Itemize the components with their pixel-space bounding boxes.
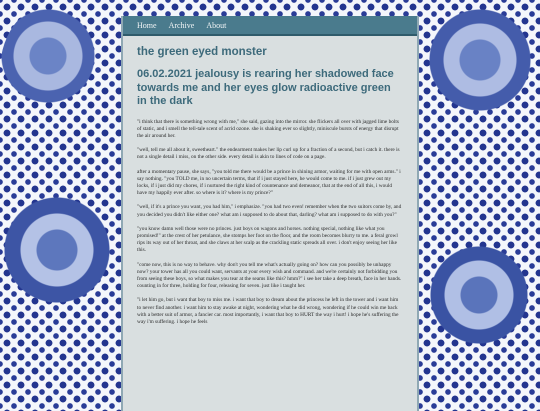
nav-home-link[interactable]: Home bbox=[137, 20, 157, 30]
post-paragraph: "you know damn well those were no princes. just boys on wagons and horses. nothing special, nothing like what you promised!" at the crest of her petulance, she stomps her foot on the floor, and the room becomes blurry to me. a feral growl rips its way out of her throat, and she claws at her scalp as the crackling static spreads all over. i don't enjoy seeing her like this. bbox=[137, 225, 398, 254]
post-body bbox=[137, 119, 403, 327]
background-pattern bbox=[420, 0, 540, 150]
blog-title[interactable]: the green eyed monster bbox=[137, 46, 267, 58]
post-title[interactable]: 06.02.2021 jealousy is rearing her shadowed face towards me and her eyes glow radioactive green in the dark bbox=[137, 68, 394, 107]
nav-about-link[interactable]: About bbox=[206, 20, 227, 30]
nav-archive-link[interactable]: Archive bbox=[168, 20, 195, 30]
post-paragraph: "well, tell me all about it, sweetheart." the endearment makes her lip curl up for a fraction of a second, but i catch it. there is not a single detail i miss, on the other side. every detail is akin to lines of code on a page. bbox=[137, 147, 400, 161]
background-pattern bbox=[0, 160, 120, 360]
post-paragraph: "well, if it's a prince you want, you had him," i emphasize. "you had two even! remember when the two suitors come by, and you decided you didn't like either one? what am i supposed to do about that, darling? what am i supposed to do with you?" bbox=[137, 204, 402, 218]
post-paragraph: after a momentary pause, she says, "you told me there would be a prince in shining armor, waiting for me with open arms." i say nothing. "you TOLD me, in no uncertain terms, that if i just stayed here, he would come to me. if i just grew out my locks, if i just did my chores, if i nurtured the right kind of countenance and demeanor, that at the end of all this, i would have my happily ever after. so where is it? where is my prince?" bbox=[137, 168, 401, 197]
post-paragraph: "come now, this is no way to behave. why don't you tell me what's actually going on? how can you possibly be unhappy now? your tower has all you could want, servants at your every wish and command. and we're certainly not forbidding you from seeing these boys, so what makes you tear at the seams like this? hmm?" i see her take a deep breath, face in her hands. counting in for three, holding for four, releasing for seven. just like i taught her. bbox=[137, 261, 402, 290]
top-nav bbox=[123, 16, 417, 36]
background-pattern bbox=[0, 0, 120, 140]
post-paragraph: "i let him go, but i want that boy to miss me. i want that boy to dream about the princess he left in the tower and i want him to never find another. i want him to stay awake at night, wondering what he did wrong, wondering if he could win me back with a better suit of armor, a fancier car. most importantly, i want that boy to HURT the way i hurt! i hope he's suffering the way i'm suffering. i hope he feels bbox=[137, 297, 399, 325]
post-paragraph: "i think that there is something wrong with me," she said, gazing into the mirror. she flickers all over with jagged lime bolts of static, and i smell the tell-tale scent of acrid ozone. she is shaking ever so slightly, miniscule bursts of energy that disrupt the air around her. bbox=[137, 118, 399, 139]
blog-content bbox=[121, 16, 419, 411]
background-pattern bbox=[425, 200, 540, 390]
